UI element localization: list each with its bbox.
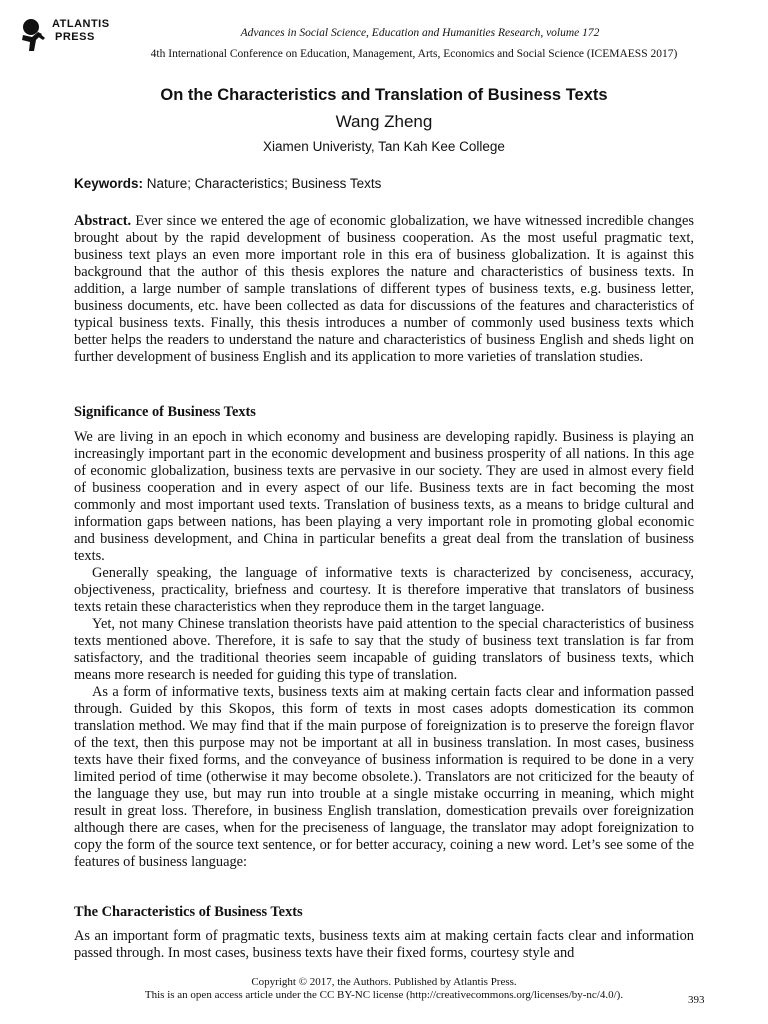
paragraph: As an important form of pragmatic texts, business texts aim at making certain facts clear and information passed through. In most cases, business texts have their fixed forms, courtesy style and bbox=[74, 928, 694, 961]
abstract-label: Abstract. bbox=[74, 213, 132, 229]
footer-license: This is an open access article under the CC BY-NC license (http://creativecommons.org/licenses/by-nc/4.0/). bbox=[144, 989, 624, 1001]
footer-copyright: Copyright © 2017, the Authors. Published by Atlantis Press. bbox=[251, 976, 517, 988]
keywords-text: Nature; Characteristics; Business Texts bbox=[143, 176, 382, 191]
paragraph: We are living in an epoch in which economy and business are developing rapidly. Business is playing an increasingly important part in the economic development and business prosperity of all nations. In this age of economic globalization, business texts are pervasive in our society. They are used in almost every field of business cooperation and in every aspect of our life. Business texts are in fact becoming the most commonly and most important used texts. Translation of business texts, as a means to bridge cultural and information gaps between nations, has been playing a very important role in promoting global economic and business development, and China in particular benefits a great deal from the translation of business texts. bbox=[74, 429, 694, 564]
keywords-line bbox=[74, 176, 381, 191]
running-header-series: Advances in Social Science, Education and Humanities Research, volume 172 bbox=[240, 27, 600, 39]
page-number: 393 bbox=[688, 994, 705, 1006]
abstract-text: Ever since we entered the age of economic globalization, we have witnessed incredible changes brought about by the rapid development of business cooperation. As the most useful pragmatic text, business text plays an even more important role in this era of business globalization. It is against this background that the author of this thesis explores the nature and characteristics of business texts. In addition, a large number of sample translations of different types of business texts, e.g. business letter, business documents, etc. have been collected as data for discussions of the features and characteristics of typical business texts. Finally, this thesis introduces a number of commonly used business texts which better helps the readers to understand the nature and characteristics of business English and sheds light on further development of business English and its application to more varieties of translation studies. bbox=[74, 213, 694, 365]
paper-title: On the Characteristics and Translation of Business Texts bbox=[160, 86, 608, 104]
section-body-significance bbox=[74, 429, 694, 871]
publisher-line2: PRESS bbox=[55, 31, 95, 43]
paragraph: Yet, not many Chinese translation theorists have paid attention to the special characteristics of business texts mentioned above. Therefore, it is safe to say that the study of business text translation is far from satisfactory, and the traditional theories seem incapable of guiding translators of business texts, which means more research is needed for guiding this type of translation. bbox=[74, 616, 694, 683]
publisher-line1: ATLANTIS bbox=[52, 18, 110, 30]
paragraph: Generally speaking, the language of informative texts is characterized by conciseness, accuracy, objectiveness, practicality, briefness and courtesy. It is therefore imperative that translators of business texts retain these characteristics when they reproduce them in the target language. bbox=[74, 565, 694, 615]
section-heading-characteristics: The Characteristics of Business Texts bbox=[74, 904, 303, 920]
keywords-label: Keywords: bbox=[74, 176, 144, 191]
section-body-characteristics bbox=[74, 928, 694, 962]
paper-affiliation: Xiamen Univeristy, Tan Kah Kee College bbox=[263, 139, 505, 154]
atlas-figure-icon bbox=[18, 18, 48, 52]
running-header-conference: 4th International Conference on Education, Management, Arts, Economics and Social Science (ICEMAESS 2017) bbox=[150, 48, 678, 60]
paper-author: Wang Zheng bbox=[335, 112, 433, 131]
page-footer bbox=[100, 976, 668, 1002]
paragraph: As a form of informative texts, business texts aim at making certain facts clear and information passed through. Guided by this Skopos, this form of texts in most cases adopts domestication its common translation method. We may find that if the main purpose of foreignization is to preserve the foreign flavor of the text, then this purpose may not be important at all in business translation. In most cases, business texts have their fixed forms, and the conveyance of business information is required to be done in a very limited period of time (otherwise it may become obsolete.). Translators are not criticized for the beauty of the language they use, but may run into trouble at a single mistake occurring in meaning, which might result in great loss. Therefore, in business English translation, domestication prevails over foreignization although there are cases, when for the preciseness of language, the translator may adopt foreignization to copy the form of the source text sentence, or for better accuracy, coining a new word. Let’s see some of the features of business language: bbox=[74, 684, 694, 870]
section-heading-significance: Significance of Business Texts bbox=[74, 404, 256, 420]
publisher-wordmark bbox=[52, 18, 110, 44]
abstract-block bbox=[74, 213, 694, 366]
